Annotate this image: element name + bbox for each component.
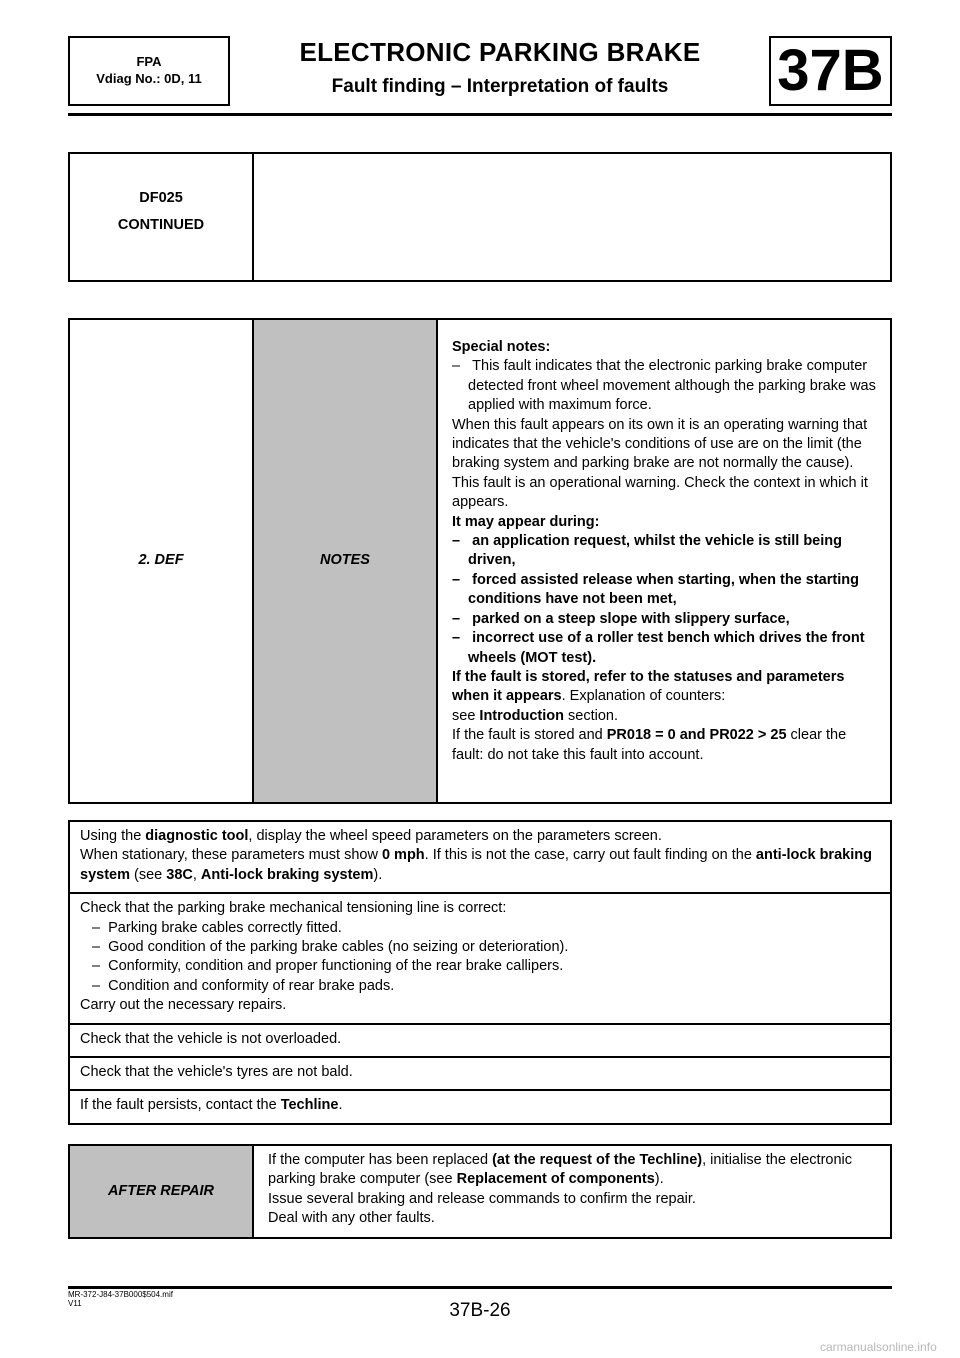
notes-content	[437, 319, 891, 803]
procedure-steps-table	[68, 820, 892, 1125]
note-bullet-text: This fault indicates that the electronic parking brake computer detected front wheel movement although the parking brake was applied with maximum force.	[468, 358, 876, 414]
see-suffix: section.	[564, 707, 618, 724]
text: .	[338, 1097, 343, 1114]
fault-header-table	[68, 152, 892, 282]
step-mechanical-check	[69, 893, 891, 1023]
vdiag-label: Vdiag No.: 0D, 11	[96, 71, 202, 86]
check-item: – Condition and conformity of rear brake pads.	[92, 977, 395, 994]
stored-paragraph	[452, 668, 880, 707]
section-code-box	[769, 36, 892, 106]
after-repair-line: Deal with any other faults.	[268, 1210, 435, 1227]
text: , initialise the electronic parking brake computer (see	[268, 1152, 853, 1188]
condition-text: forced assisted release when starting, when the starting conditions have not been met,	[468, 571, 859, 608]
text: Using the	[80, 828, 146, 844]
condition-item: – parked on a steep slope with slippery surface,	[452, 610, 790, 627]
step-tyres-check	[69, 1057, 891, 1090]
fault-code: DF025	[139, 189, 183, 206]
condition-item: – forced assisted release when starting, when the starting conditions have not been met,	[452, 571, 859, 608]
after-repair-content	[253, 1145, 891, 1238]
step-line	[80, 846, 880, 885]
abs-section-ref: Anti-lock braking system	[200, 866, 374, 883]
step-overload-check	[69, 1024, 891, 1057]
section-code: 37B	[777, 38, 884, 103]
document-reference	[68, 1290, 173, 1308]
see-prefix: see	[452, 707, 480, 724]
check-text: Conformity, condition and proper functioning of the rear brake callipers.	[108, 958, 564, 975]
techline-ref: Techline	[280, 1097, 339, 1114]
step-end: Carry out the necessary repairs.	[80, 997, 287, 1014]
after-repair-label: AFTER REPAIR	[107, 1182, 215, 1199]
step-diagnostic-tool	[69, 821, 891, 893]
condition-item: – incorrect use of a roller test bench which drives the front wheels (MOT test).	[452, 630, 865, 666]
introduction-ref: Introduction	[479, 707, 564, 724]
zero-mph: 0 mph	[381, 847, 425, 864]
stored-bold: If the fault is stored, refer to the statuses and parameters when it appears	[452, 668, 845, 705]
clear-suffix: clear the fault: do not take this fault into account.	[452, 727, 847, 763]
clear-paragraph	[452, 726, 880, 765]
fpa-label: FPA	[136, 54, 162, 69]
text: ,	[192, 866, 201, 883]
after-repair-line	[268, 1151, 878, 1190]
after-repair-table	[68, 1144, 892, 1239]
header-divider	[68, 113, 892, 116]
text: , display the wheel speed parameters on the parameters screen.	[248, 828, 662, 844]
fault-status: CONTINUED	[117, 216, 205, 233]
def-notes-table	[68, 318, 892, 804]
def-label-cell	[69, 319, 253, 803]
notes-label-cell	[253, 319, 437, 803]
after-repair-line: Issue several braking and release commands to confirm the repair.	[268, 1190, 696, 1207]
note-paragraph: When this fault appears on its own it is an operating warning that indicates that the vehicle's conditions of use are on the limit (the braking system and parking brake are not normally the cause).	[452, 416, 868, 472]
replacement-ref: Replacement of components	[456, 1171, 655, 1188]
condition-text: an application request, whilst the vehicle is still being driven,	[468, 533, 842, 569]
step-intro: Check that the parking brake mechanical tensioning line is correct:	[80, 900, 507, 917]
page-subtitle: Fault finding – Interpretation of faults	[331, 76, 669, 97]
clear-condition: PR018 = 0 and PR022 > 25	[606, 727, 787, 744]
text: When stationary, these parameters must show	[80, 847, 382, 864]
text: ).	[654, 1171, 664, 1188]
text: ).	[373, 866, 383, 883]
check-item: – Parking brake cables correctly fitted.	[92, 919, 342, 936]
special-notes-title: Special notes:	[452, 339, 551, 355]
text: If the fault persists, contact the	[80, 1097, 281, 1114]
check-item: – Good condition of the parking brake cables (no seizing or deterioration).	[92, 939, 569, 956]
section-38c-ref: 38C	[166, 866, 193, 883]
watermark: carmanualsonline.info	[820, 1340, 937, 1354]
page-title: ELECTRONIC PARKING BRAKE	[299, 37, 701, 67]
fault-empty-cell	[253, 153, 891, 281]
footer-divider	[68, 1286, 892, 1289]
see-introduction	[452, 707, 880, 726]
after-repair-label-cell	[69, 1145, 253, 1238]
fault-id-cell	[69, 153, 253, 281]
check-text: Parking brake cables correctly fitted.	[108, 919, 342, 936]
version-reference: V11	[68, 1299, 82, 1308]
clear-prefix: If the fault is stored and	[452, 727, 607, 744]
condition-item: – an application request, whilst the vehicle is still being driven,	[452, 533, 842, 569]
def-label: 2. DEF	[138, 552, 184, 569]
techline-request: (at the request of the Techline)	[492, 1152, 703, 1168]
check-item: – Conformity, condition and proper functioning of the rear brake callipers.	[92, 958, 564, 975]
check-text: Condition and conformity of rear brake pads.	[108, 977, 395, 994]
step-line	[80, 827, 880, 846]
step-text: Check that the vehicle is not overloaded.	[80, 1030, 342, 1047]
condition-text: parked on a steep slope with slippery surface,	[472, 610, 790, 627]
note-bullet: – This fault indicates that the electronic parking brake computer detected front wheel movement although the parking brake was applied with maximum force.	[452, 358, 876, 414]
fpa-vdiag-box	[68, 36, 230, 106]
step-text: Check that the vehicle's tyres are not bald.	[80, 1064, 353, 1081]
diagnostic-tool-ref: diagnostic tool	[145, 828, 249, 844]
file-reference: MR-372-J84-37B000$504.mif	[68, 1290, 173, 1299]
page-title-block	[240, 36, 760, 100]
notes-label: NOTES	[320, 552, 370, 569]
may-appear-title: It may appear during:	[452, 513, 600, 530]
text: If the computer has been replaced	[268, 1152, 493, 1168]
text: . If this is not the case, carry out fault finding on the	[424, 847, 756, 864]
condition-text: incorrect use of a roller test bench which drives the front wheels (MOT test).	[468, 630, 865, 666]
abs-ref: anti-lock braking system	[80, 847, 872, 883]
page-number: 37B-26	[449, 1300, 511, 1321]
check-text: Good condition of the parking brake cables (no seizing or deterioration).	[108, 939, 569, 956]
stored-rest: . Explanation of counters:	[561, 688, 726, 705]
step-contact-techline	[69, 1090, 891, 1123]
note-paragraph: This fault is an operational warning. Check the context in which it appears.	[452, 474, 868, 511]
text: (see	[129, 866, 167, 883]
